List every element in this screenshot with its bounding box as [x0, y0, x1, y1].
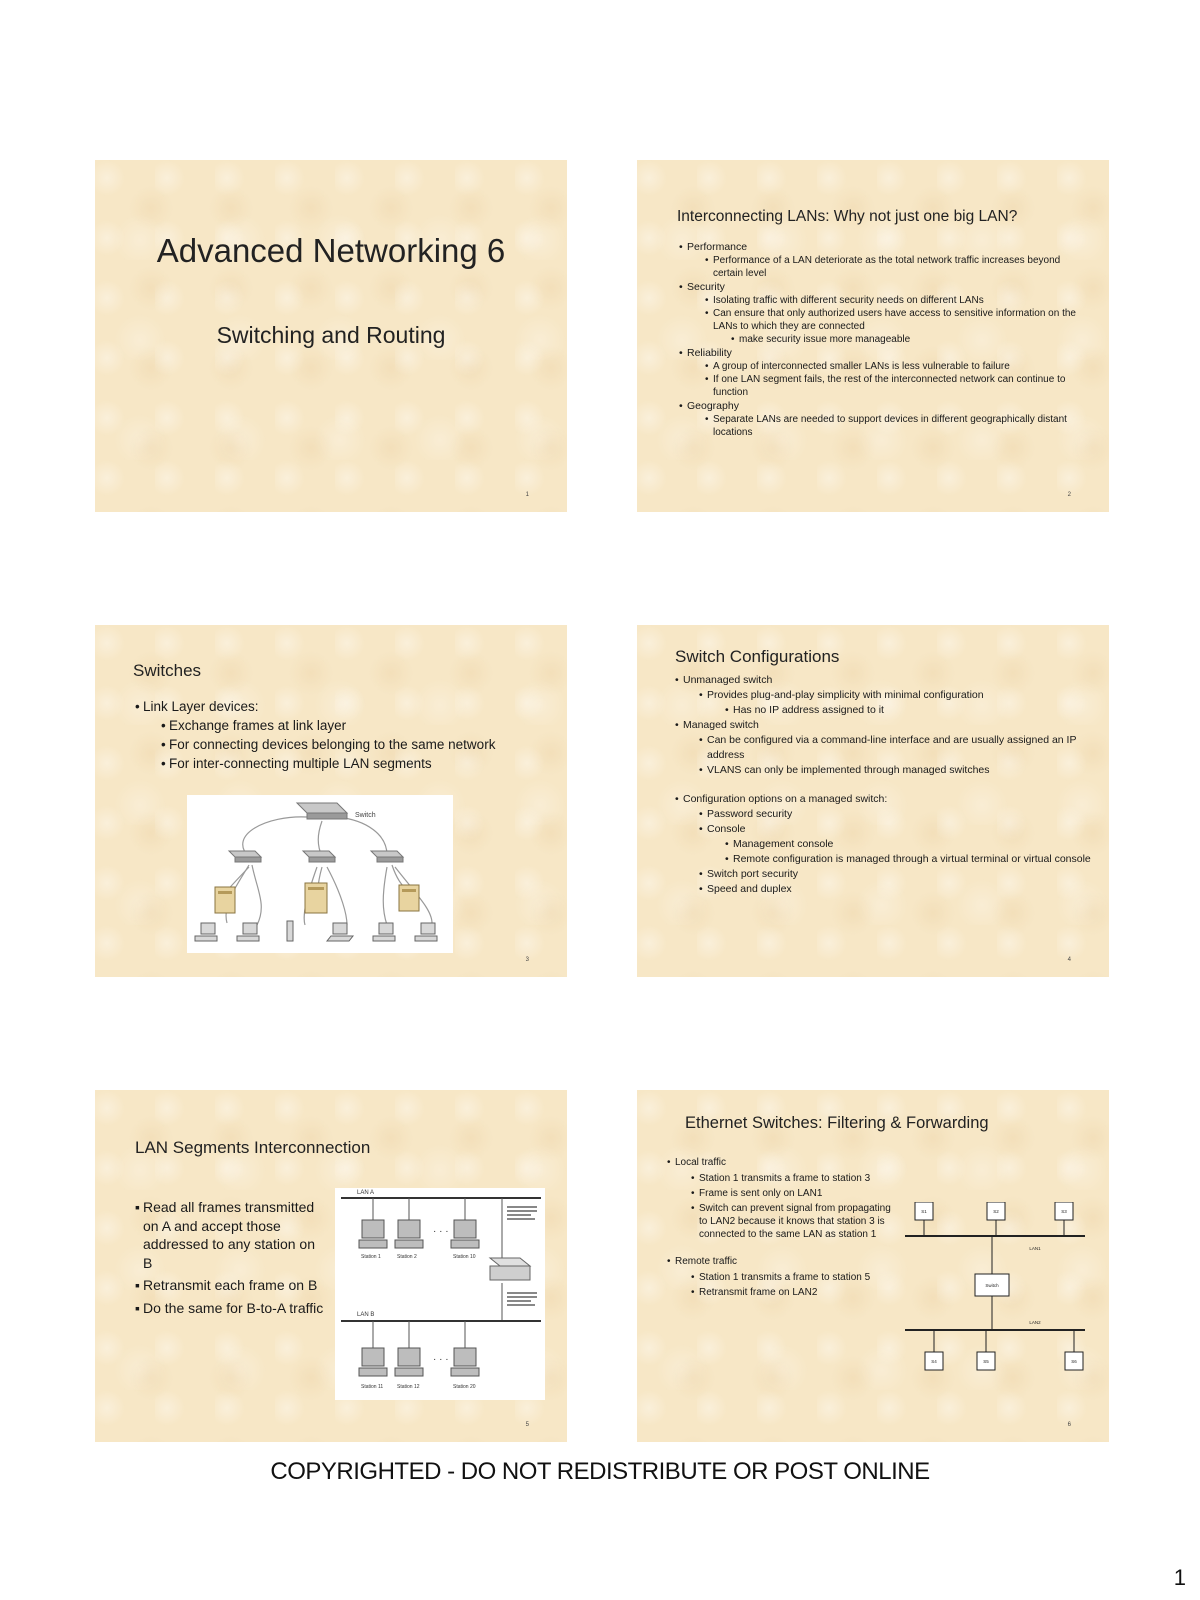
lan-a-label: LAN A	[357, 1190, 375, 1196]
switch-lan-diagram	[905, 1202, 1095, 1382]
sub-bullet: • Isolating traffic with different security needs on different LANs	[705, 294, 1079, 307]
bullet: • Managed switch • Can be configured via a command-line interface and are usually assigned an IP address • VLANS can only be implemented through managed switches	[675, 718, 1095, 778]
sub-bullet: • Separate LANs are needed to support devices in different geographically distant locations	[705, 413, 1079, 439]
svg-text:S6: S6	[1071, 1359, 1077, 1364]
slide-title: Switch Configurations	[675, 647, 840, 666]
svg-text:S1: S1	[921, 1209, 927, 1214]
svg-text:Station 10: Station 10	[453, 1254, 476, 1260]
slide-4	[637, 625, 1109, 977]
sub-bullet: • Switch can prevent signal from propagating to LAN2 because it knows that station 3 is connected to the same LAN as station 1	[691, 1202, 897, 1241]
bullet: ▪ Do the same for B-to-A traffic	[135, 1299, 325, 1318]
svg-text:S4: S4	[931, 1359, 937, 1364]
slide-5	[95, 1090, 567, 1442]
sub-bullet: • Frame is sent only on LAN1	[691, 1187, 897, 1200]
svg-text:· · ·: · · ·	[433, 1354, 449, 1365]
sub-sub-bullet: • Management console	[725, 837, 1095, 852]
station-icon	[359, 1348, 479, 1376]
svg-text:Station 20: Station 20	[453, 1384, 476, 1390]
svg-text:Switch: Switch	[985, 1283, 999, 1288]
svg-text:S2: S2	[993, 1209, 999, 1214]
slide-bullets	[679, 240, 1079, 439]
svg-text:LAN1: LAN1	[1029, 1246, 1041, 1251]
computer-icon	[195, 921, 437, 941]
sub-sub-bullet: • make security issue more manageable	[731, 333, 1079, 346]
sub-bullet: • For inter-connecting multiple LAN segments	[161, 754, 555, 773]
switch-label: Switch	[355, 812, 376, 819]
sub-bullet: • A group of interconnected smaller LANs is less vulnerable to failure	[705, 360, 1079, 373]
slide-subtitle: Switching and Routing	[216, 322, 446, 348]
sub-bullet: • Speed and duplex	[699, 882, 1095, 897]
slide-title: Interconnecting LANs: Why not just one big LAN?	[677, 208, 1018, 225]
slide-title: Ethernet Switches: Filtering & Forwarding	[685, 1114, 989, 1132]
switch-icon	[371, 851, 403, 862]
slide-title: LAN Segments Interconnection	[135, 1138, 371, 1157]
sub-bullet: • VLANS can only be implemented through managed switches	[699, 763, 1095, 778]
slide-bullets	[667, 1156, 897, 1301]
bullet: • Geography • Separate LANs are needed to support devices in different geographically distant locations	[679, 399, 1079, 439]
switch-topology-image	[187, 795, 453, 953]
server-icon	[399, 885, 419, 911]
slide-number: 1	[525, 492, 529, 498]
sub-bullet: • If one LAN segment fails, the rest of the interconnected network can continue to function	[705, 373, 1079, 399]
bridge-icon	[490, 1258, 530, 1280]
slide-bullets	[135, 1198, 325, 1321]
bullet: ▪ Read all frames transmitted on A and accept those addressed to any station on B	[135, 1198, 325, 1272]
slide-title: Switches	[133, 661, 202, 680]
bullet: • Remote traffic • Station 1 transmits a frame to station 5 • Retransmit frame on LAN2	[667, 1255, 897, 1299]
slide-number: 5	[525, 1422, 529, 1428]
svg-text:Station 12: Station 12	[397, 1384, 420, 1390]
svg-text:Station 11: Station 11	[361, 1384, 384, 1390]
bullet: • Reliability • A group of interconnected smaller LANs is less vulnerable to failure • If one LAN segment fails, the rest of the interconnected network can continue to function	[679, 346, 1079, 399]
bullet: • Configuration options on a managed switch: • Password security • Console • Management console • Remote configuration is managed through a virtual terminal or virtual console • Switch port security • Speed and duplex	[675, 792, 1095, 897]
sub-bullet: • Password security	[699, 807, 1095, 822]
svg-text:· · ·: · · ·	[433, 1226, 449, 1237]
slide-number: 3	[525, 957, 529, 963]
page-number: 1	[1173, 1565, 1186, 1590]
slide-2	[637, 160, 1109, 512]
svg-text:LAN2: LAN2	[1029, 1320, 1041, 1325]
slide-bullets	[675, 673, 1095, 897]
switch-icon	[303, 851, 335, 862]
copyright-footer: COPYRIGHTED - DO NOT REDISTRIBUTE OR POST ONLINE	[270, 1458, 930, 1485]
sub-bullet: • Station 1 transmits a frame to station 3	[691, 1172, 897, 1185]
sub-bullet: • Retransmit frame on LAN2	[691, 1286, 897, 1299]
sub-sub-bullet: • Remote configuration is managed through a virtual terminal or virtual console	[725, 852, 1095, 867]
bullet: • Performance • Performance of a LAN deteriorate as the total network traffic increases beyond certain level	[679, 240, 1079, 280]
sub-bullet: • Can ensure that only authorized users have access to sensitive information on the LANs to which they are connected • make security issue more manageable	[705, 307, 1079, 346]
svg-text:Station 1: Station 1	[361, 1254, 381, 1260]
slide-title: Advanced Networking 6	[156, 232, 506, 269]
sub-bullet: • Exchange frames at link layer	[161, 716, 555, 735]
switch-icon	[229, 851, 261, 862]
slide-6	[637, 1090, 1109, 1442]
bullet: • Unmanaged switch • Provides plug-and-play simplicity with minimal configuration • Has no IP address assigned to it	[675, 673, 1095, 718]
sub-bullet: • Station 1 transmits a frame to station 5	[691, 1271, 897, 1284]
sub-bullet: • Can be configured via a command-line interface and are usually assigned an IP address	[699, 733, 1095, 763]
bullet: • Link Layer devices: • Exchange frames at link layer • For connecting devices belonging to the same network • For inter-connecting multiple LAN segments	[135, 697, 555, 773]
sub-bullet: • Console • Management console • Remote configuration is managed through a virtual terminal or virtual console	[699, 822, 1095, 867]
sub-bullet: • For connecting devices belonging to the same network	[161, 735, 555, 754]
slide-1	[95, 160, 567, 512]
lan-b-label: LAN B	[357, 1312, 375, 1318]
sub-bullet: • Switch port security	[699, 867, 1095, 882]
slide-3	[95, 625, 567, 977]
bullet: ▪ Retransmit each frame on B	[135, 1276, 325, 1295]
sub-sub-bullet: • Has no IP address assigned to it	[725, 703, 1095, 718]
svg-text:Station 2: Station 2	[397, 1254, 417, 1260]
lan-segments-diagram	[335, 1188, 545, 1400]
server-icon	[305, 883, 327, 913]
station-icon	[359, 1220, 479, 1248]
slide-number: 2	[1067, 492, 1071, 498]
bullet: • Security • Isolating traffic with different security needs on different LANs • Can ensure that only authorized users have access to sensitive information on the LANs to which they are connected • make security issue more manageable	[679, 280, 1079, 346]
sub-bullet: • Provides plug-and-play simplicity with minimal configuration • Has no IP address assigned to it	[699, 688, 1095, 718]
switch-icon	[297, 803, 347, 813]
slide-number: 4	[1067, 957, 1071, 963]
server-icon	[215, 887, 235, 913]
slide-number: 6	[1067, 1422, 1071, 1428]
svg-text:S5: S5	[983, 1359, 989, 1364]
svg-text:S3: S3	[1061, 1209, 1067, 1214]
sub-bullet: • Performance of a LAN deteriorate as the total network traffic increases beyond certain level	[705, 254, 1079, 280]
slide-bullets	[135, 697, 555, 773]
bullet: • Local traffic • Station 1 transmits a frame to station 3 • Frame is sent only on LAN1 • Switch can prevent signal from propagating to LAN2 because it knows that station 3 is connected to the same LAN as station 1	[667, 1156, 897, 1241]
